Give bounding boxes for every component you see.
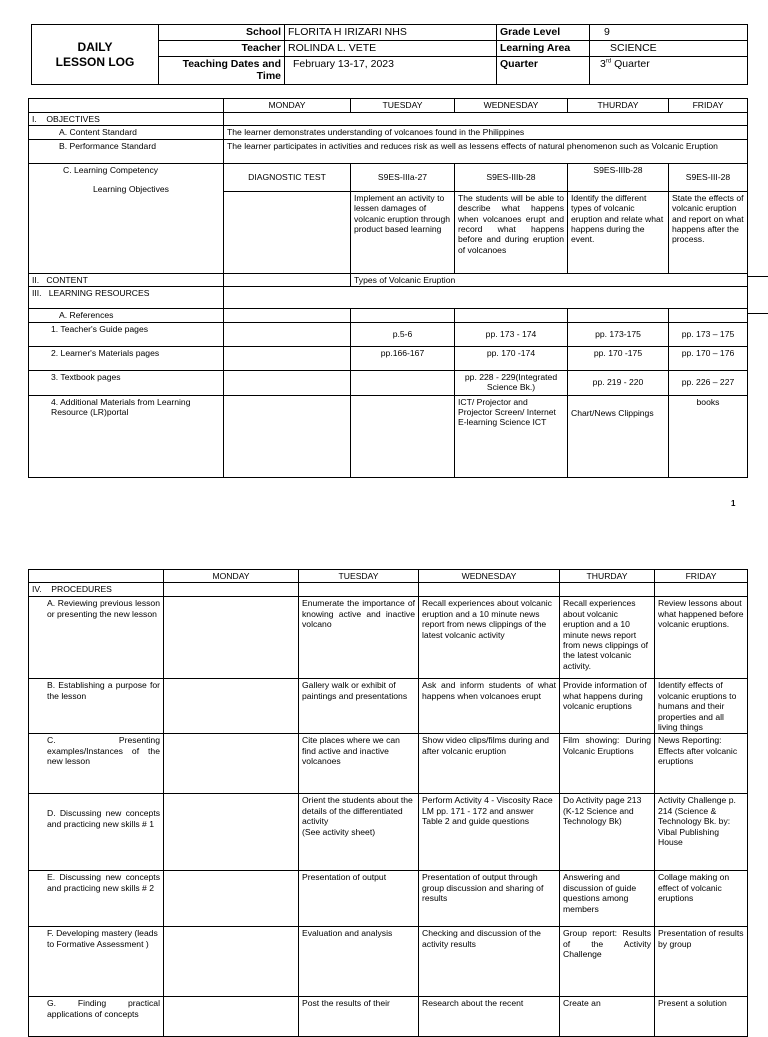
lm-monday — [224, 346, 351, 370]
procedure-label-f: F. Developing mastery (leads to Formative Assessment ) — [29, 927, 164, 997]
lm-friday: pp. 170 – 176 — [669, 346, 748, 370]
grade-label: Grade Level — [497, 25, 590, 41]
day-monday: MONDAY — [224, 99, 351, 113]
dates-label: Teaching Dates and Time — [159, 57, 285, 85]
quarter-number: 3 — [600, 58, 606, 70]
quarter-text: Quarter — [611, 58, 650, 70]
objectives-blank — [224, 113, 748, 126]
proc-g-wednesday: Research about the recent — [419, 997, 560, 1037]
procedure-label-d: D. Discussing new concepts and practicing new skills # 1 — [29, 794, 164, 871]
corner-cell — [29, 570, 164, 583]
proc-c-tuesday: Cite places where we can find active and inactive volcanoes — [299, 734, 419, 794]
proc-d-friday: Activity Challenge p. 214 (Science & Technology Bk. by: Vibal Publishing House — [655, 794, 748, 871]
objectives-table — [28, 98, 748, 478]
proc-blank-tue — [299, 583, 419, 597]
day-wednesday: WEDNESDAY — [419, 570, 560, 583]
proc-b-friday: Identify effects of volcanic eruptions to humans and their properties and all living things — [655, 679, 748, 734]
day-monday: MONDAY — [164, 570, 299, 583]
content-label: II. CONTENT — [29, 273, 224, 286]
performance-standard: The learner participates in activities and reduces risk as well as lessens effects of natural phenomenon such as Volcanic Eruption — [224, 139, 748, 163]
proc-a-friday: Review lessons about what happened before volcanic eruptions. — [655, 597, 748, 679]
day-tuesday: TUESDAY — [299, 570, 419, 583]
teacher-value: ROLINDA L. VETE — [285, 41, 497, 57]
ref-friday — [669, 309, 748, 322]
objective-friday: State the effects of volcanic eruption and report on what happens after the process. — [669, 191, 748, 273]
tg-label: 1. Teacher's Guide pages — [29, 322, 224, 346]
competency-wednesday: S9ES-IIIb-28 — [455, 163, 568, 191]
am-friday: books — [669, 395, 748, 477]
proc-d-tuesday: Orient the students about the details of the differentiated activity (See activity sheet) — [299, 794, 419, 871]
proc-f-wednesday: Checking and discussion of the activity results — [419, 927, 560, 997]
tb-monday — [224, 370, 351, 395]
proc-c-friday: News Reporting: Effects after volcanic eruptions — [655, 734, 748, 794]
school-value: FLORITA H IRIZARI NHS — [285, 25, 497, 41]
lesson-log-title: DAILY LESSON LOG — [32, 25, 159, 85]
header-table — [31, 24, 748, 85]
procedure-label-b: B. Establishing a purpose for the lesson — [29, 679, 164, 734]
quarter-label: Quarter — [497, 57, 590, 85]
lm-thursday: pp. 170 -175 — [568, 346, 669, 370]
grade-value: 9 — [590, 25, 748, 41]
teacher-label: Teacher — [159, 41, 285, 57]
proc-a-tuesday: Enumerate the importance of knowing active and inactive volcano — [299, 597, 419, 679]
school-label: School — [159, 25, 285, 41]
procedures-table — [28, 569, 748, 1037]
tb-label: 3. Textbook pages — [29, 370, 224, 395]
lm-tuesday: pp.166-167 — [351, 346, 455, 370]
proc-b-thursday: Provide information of what happens during volcanic eruptions — [560, 679, 655, 734]
tg-thursday: pp. 173-175 — [568, 322, 669, 346]
lm-label: 2. Learner's Materials pages — [29, 346, 224, 370]
proc-a-thursday: Recall experiences about volcanic eruption and a 10 minute news report from news clippings of the latest volcanic activity. — [560, 597, 655, 679]
content-overflow-box — [747, 276, 768, 314]
ref-thursday — [568, 309, 669, 322]
competency-label-cell — [29, 163, 224, 273]
quarter-value — [590, 57, 748, 85]
resources-blank — [224, 287, 748, 309]
competency-tuesday: S9ES-IIIa-27 — [351, 163, 455, 191]
tb-wednesday: pp. 228 - 229(Integrated Science Bk.) — [455, 370, 568, 395]
am-label: 4. Additional Materials from Learning Resource (LR)portal — [29, 395, 224, 477]
proc-e-thursday: Answering and discussion of guide questions among members — [560, 871, 655, 927]
am-wednesday: ICT/ Projector and Projector Screen/ Internet E-learning Science ICT — [455, 395, 568, 477]
tb-friday: pp. 226 – 227 — [669, 370, 748, 395]
proc-g-monday — [164, 997, 299, 1037]
proc-g-thursday: Create an — [560, 997, 655, 1037]
proc-c-wednesday: Show video clips/films during and after volcanic eruption — [419, 734, 560, 794]
quarter-suffix: rd — [605, 58, 612, 65]
content-value: Types of Volcanic Eruption — [351, 273, 748, 286]
day-friday: FRIDAY — [655, 570, 748, 583]
competency-label: C. Learning Competency — [63, 164, 159, 175]
proc-f-tuesday: Evaluation and analysis — [299, 927, 419, 997]
objective-monday — [224, 191, 351, 273]
proc-f-monday — [164, 927, 299, 997]
day-friday: FRIDAY — [669, 99, 748, 113]
area-label: Learning Area — [497, 41, 590, 57]
area-value: SCIENCE — [590, 41, 748, 57]
am-thursday: Chart/News Clippings — [568, 395, 669, 477]
proc-f-thursday: Group report: Results of the Activity Challenge — [560, 927, 655, 997]
resources-label: III. LEARNING RESOURCES — [29, 287, 224, 309]
objective-thursday: Identify the different types of volcanic eruption and relate what happens during the event. — [568, 191, 669, 273]
proc-blank-thu — [560, 583, 655, 597]
proc-blank-fri — [655, 583, 748, 597]
objective-wednesday: The students will be able to describe what happens when volcanoes erupt and record what happens before and during eruption of volcanoes — [455, 191, 568, 273]
ref-monday — [224, 309, 351, 322]
proc-d-monday — [164, 794, 299, 871]
proc-d-thursday: Do Activity page 213 (K-12 Science and Technology Bk) — [560, 794, 655, 871]
tb-tuesday — [351, 370, 455, 395]
day-thursday: THURDAY — [568, 99, 669, 113]
procedures-heading: IV. PROCEDURES — [29, 583, 164, 597]
content-standard-label: A. Content Standard — [29, 126, 224, 139]
tb-thursday: pp. 219 - 220 — [568, 370, 669, 395]
proc-c-thursday: Film showing: During Volcanic Eruptions — [560, 734, 655, 794]
proc-c-monday — [164, 734, 299, 794]
day-wednesday: WEDNESDAY — [455, 99, 568, 113]
proc-blank-mon — [164, 583, 299, 597]
day-thursday: THURDAY — [560, 570, 655, 583]
procedure-label-g: G. Finding practical applications of concepts — [29, 997, 164, 1037]
tg-wednesday: pp. 173 - 174 — [455, 322, 568, 346]
proc-g-friday: Present a solution — [655, 997, 748, 1037]
procedure-label-a: A. Reviewing previous lesson or presenting the new lesson — [29, 597, 164, 679]
day-tuesday: TUESDAY — [351, 99, 455, 113]
objectives-heading: I. OBJECTIVES — [29, 113, 224, 126]
references-label: A. References — [29, 309, 224, 322]
proc-a-wednesday: Recall experiences about volcanic eruption and a 10 minute news report from news clippings of the latest volcanic activity — [419, 597, 560, 679]
objective-tuesday: Implement an activity to lessen damages of volcanic eruption through product based learning — [351, 191, 455, 273]
competency-thursday: S9ES-IIIb-28 — [568, 163, 669, 191]
proc-e-wednesday: Presentation of output through group discussion and sharing of results — [419, 871, 560, 927]
proc-g-tuesday: Post the results of their — [299, 997, 419, 1037]
learning-objectives-label: Learning Objectives — [93, 184, 169, 195]
am-monday — [224, 395, 351, 477]
proc-b-monday — [164, 679, 299, 734]
proc-e-friday: Collage making on effect of volcanic eruptions — [655, 871, 748, 927]
performance-standard-label: B. Performance Standard — [29, 139, 224, 163]
proc-a-monday — [164, 597, 299, 679]
proc-d-wednesday: Perform Activity 4 - Viscosity Race LM pp. 171 - 172 and answer Table 2 and guide questions — [419, 794, 560, 871]
ref-tuesday — [351, 309, 455, 322]
content-standard: The learner demonstrates understanding of volcanoes found in the Philippines — [224, 126, 748, 139]
tg-tuesday: p.5-6 — [351, 322, 455, 346]
am-tuesday — [351, 395, 455, 477]
lm-wednesday: pp. 170 -174 — [455, 346, 568, 370]
ref-wednesday — [455, 309, 568, 322]
proc-b-tuesday: Gallery walk or exhibit of paintings and presentations — [299, 679, 419, 734]
tg-monday — [224, 322, 351, 346]
competency-friday: S9ES-III-28 — [669, 163, 748, 191]
tg-friday: pp. 173 – 175 — [669, 322, 748, 346]
proc-blank-wed — [419, 583, 560, 597]
page-number: 1 — [731, 499, 736, 508]
content-monday — [224, 273, 351, 286]
competency-monday: DIAGNOSTIC TEST — [224, 163, 351, 191]
dates-value: February 13-17, 2023 — [285, 57, 497, 85]
procedure-label-c: C. Presenting examples/Instances of the new lesson — [29, 734, 164, 794]
proc-f-friday: Presentation of results by group — [655, 927, 748, 997]
corner-cell — [29, 99, 224, 113]
proc-b-wednesday: Ask and inform students of what happens when volcanoes erupt — [419, 679, 560, 734]
proc-e-tuesday: Presentation of output — [299, 871, 419, 927]
proc-e-monday — [164, 871, 299, 927]
procedure-label-e: E. Discussing new concepts and practicing new skills # 2 — [29, 871, 164, 927]
